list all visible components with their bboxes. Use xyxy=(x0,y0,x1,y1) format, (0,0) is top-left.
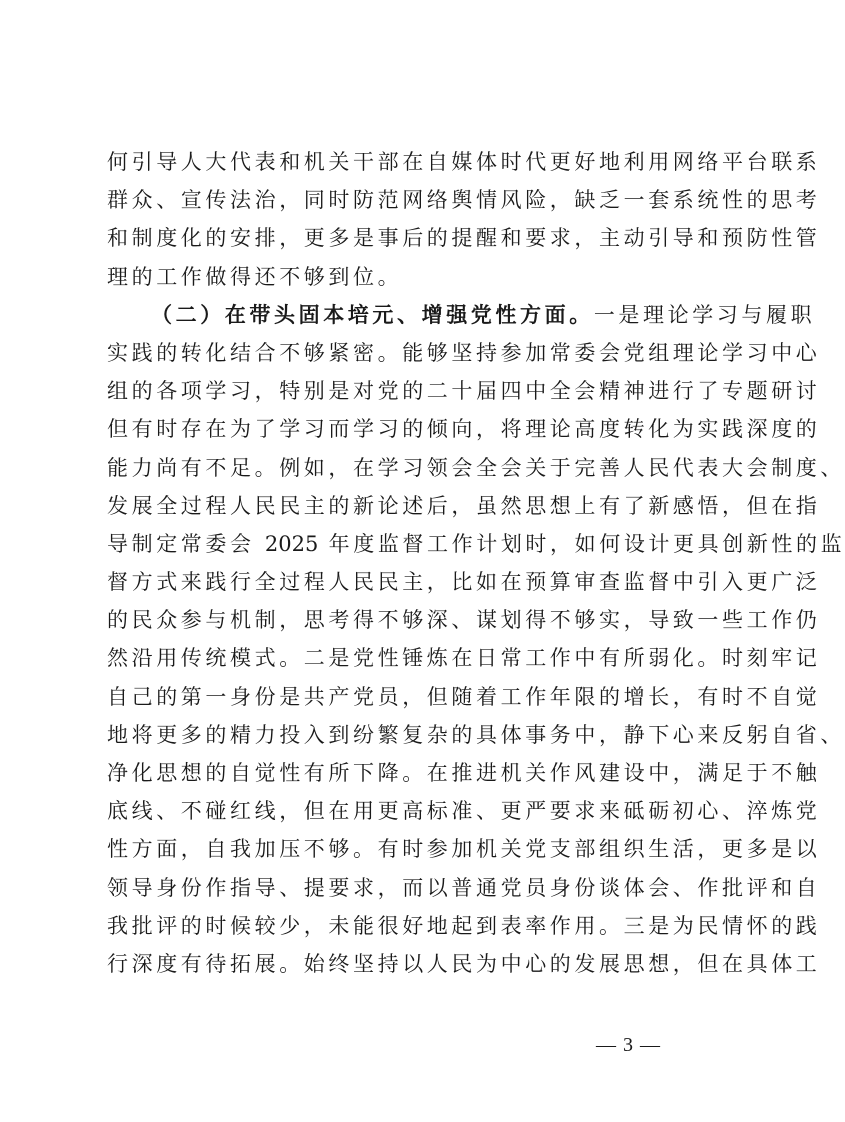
text-line: 性方面，自我加压不够。有时参加机关党支部组织生活，更多是以 xyxy=(107,837,821,862)
text-line: 督方式来践行全过程人民民主，比如在预算审查监督中引入更广泛 xyxy=(107,570,821,595)
text-line: 何引导人大代表和机关干部在自媒体时代更好地利用网络平台联系 xyxy=(107,150,821,174)
text-line: 能力尚有不足。例如，在学习领会全会关于完善人民代表大会制度、 xyxy=(107,455,845,480)
text-line: 但有时存在为了学习而学习的倾向，将理论高度转化为实践深度的 xyxy=(107,417,821,442)
text-line: 理的工作做得还不够到位。 xyxy=(107,264,403,289)
text-segment: 年度监督工作计划时，如何设计更具创新性的监 xyxy=(328,531,845,556)
text-line: 领导身份作指导、提要求，而以普通党员身份谈体会、作批评和自 xyxy=(107,875,821,900)
text-line: 自己的第一身份是共产党员，但随着工作年限的增长，有时不自觉 xyxy=(107,684,821,709)
text-line: 实践的转化结合不够紧密。能够坚持参加常委会党组理论学习中心 xyxy=(107,340,821,365)
text-line: 底线、不碰红线，但在用更高标准、更严要求来砥砺初心、淬炼党 xyxy=(107,799,821,824)
section-heading: （二）在带头固本培元、增强党性方面。 xyxy=(151,301,594,327)
page-number: — 3 — xyxy=(596,1034,661,1056)
text-line: 的民众参与机制，思考得不够深、谋划得不够实，导致一些工作仍 xyxy=(107,608,821,633)
text-line: 地将更多的精力投入到纷繁复杂的具体事务中，静下心来反躬自省、 xyxy=(107,722,845,747)
text-line: 行深度有待拓展。始终坚持以人民为中心的发展思想，但在具体工 xyxy=(107,951,821,976)
text-line: 我批评的时候较少，未能很好地起到表率作用。三是为民情怀的践 xyxy=(107,913,821,938)
text-line: 和制度化的安排，更多是事后的提醒和要求，主动引导和预防性管 xyxy=(107,226,821,251)
document-body xyxy=(107,143,845,983)
text-line: 净化思想的自觉性有所下降。在推进机关作风建设中，满足于不触 xyxy=(107,761,821,785)
text-segment: 导制定常委会 xyxy=(107,531,255,556)
year-number: 2025 xyxy=(264,531,319,556)
text-line: 群众、宣传法治，同时防范网络舆情风险，缺乏一套系统性的思考 xyxy=(107,188,821,213)
text-line: 然沿用传统模式。二是党性锤炼在日常工作中有所弱化。时刻牢记 xyxy=(107,646,821,671)
text-line-with-year xyxy=(107,525,845,563)
text-segment: 一是理论学习与履职 xyxy=(593,302,816,327)
text-line: 发展全过程人民民主的新论述后，虽然思想上有了新感悟，但在指 xyxy=(107,493,821,518)
text-line: 组的各项学习，特别是对党的二十届四中全会精神进行了专题研讨 xyxy=(107,379,821,404)
section-heading-line xyxy=(107,296,816,334)
